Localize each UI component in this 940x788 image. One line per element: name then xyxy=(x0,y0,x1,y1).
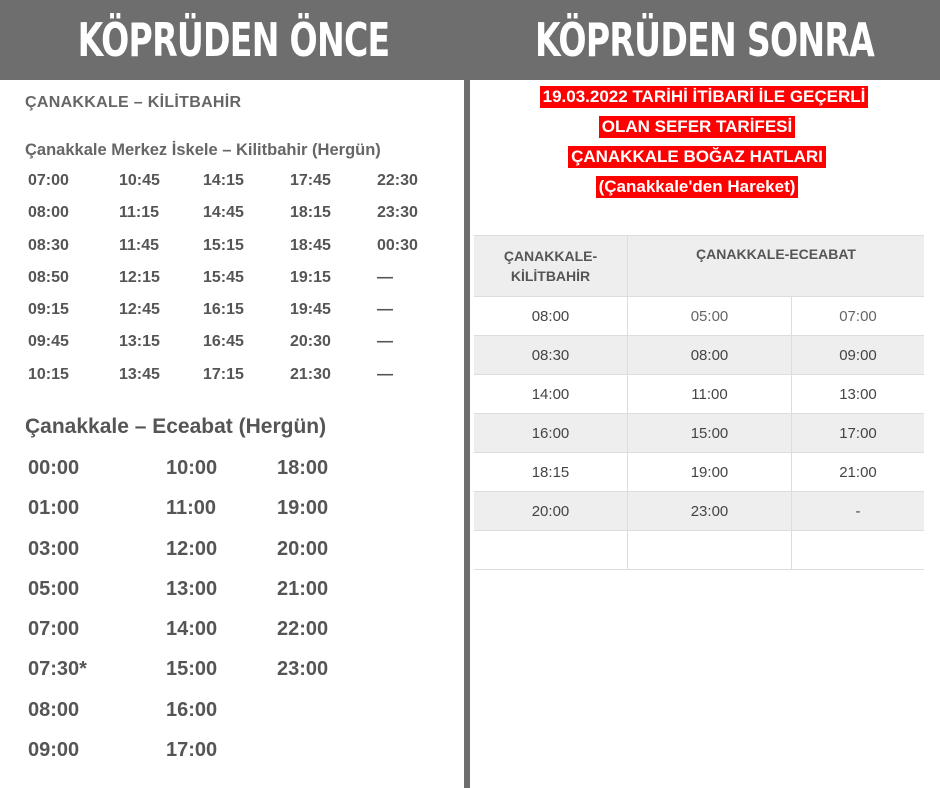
after-bridge-banner xyxy=(470,0,940,80)
table-row xyxy=(474,375,924,414)
notice-line: ÇANAKKALE BOĞAZ HATLARI xyxy=(568,146,826,168)
departure-time: — xyxy=(377,365,393,383)
header-eceabat: ÇANAKKALE-ECEABAT xyxy=(696,246,856,262)
departure-time: 18:00 xyxy=(277,457,329,479)
departure-time: 07:00 xyxy=(28,172,69,189)
notice-line: (Çanakkale'den Hareket) xyxy=(596,176,799,198)
departure-time: 10:45 xyxy=(119,172,160,189)
departure-time: 07:30* xyxy=(28,658,87,681)
departure-time: — xyxy=(377,333,393,351)
departure-time: 22:30 xyxy=(377,172,418,189)
departure-time: 14:00 xyxy=(166,618,218,641)
table-row xyxy=(474,414,924,453)
header-kilitbahir: ÇANAKKALE- KİLİTBAHİR xyxy=(474,236,628,296)
before-bridge-banner xyxy=(0,0,467,80)
departure-time: 00:00 xyxy=(28,457,80,479)
notice-line: 19.03.2022 TARİHİ İTİBARİ İLE GEÇERLİ xyxy=(540,86,869,108)
table-cell: 18:15 xyxy=(474,453,628,491)
departure-time: 08:30 xyxy=(28,236,69,254)
departure-time: 19:15 xyxy=(290,268,331,286)
departure-time: 20:30 xyxy=(290,333,331,351)
departure-time: 23:00 xyxy=(277,658,329,681)
table-cell: 08:00 xyxy=(474,297,628,335)
table-cell: 09:00 xyxy=(839,346,877,364)
departure-time: 17:15 xyxy=(203,365,244,383)
departure-time: 18:45 xyxy=(290,236,331,254)
departure-time: 08:00 xyxy=(28,698,80,721)
departure-time: 23:30 xyxy=(377,204,418,222)
departure-time: 17:00 xyxy=(166,739,218,762)
departure-time: 15:15 xyxy=(203,236,244,254)
departure-time: 18:15 xyxy=(290,204,331,222)
before-bridge-title: KÖPRÜDEN ÖNCE xyxy=(77,13,390,67)
departure-time: 13:00 xyxy=(166,577,218,600)
before-bridge-panel xyxy=(0,80,464,788)
table-cell: 17:00 xyxy=(839,424,877,442)
table-cell: 16:00 xyxy=(474,414,628,452)
departure-time: 10:00 xyxy=(166,457,218,479)
departure-time: 08:50 xyxy=(28,268,69,286)
table-row xyxy=(474,336,924,375)
departure-time: 05:00 xyxy=(28,577,80,600)
section-title: ÇANAKKALE – KİLİTBAHİR xyxy=(25,94,242,111)
table-cell: 20:00 xyxy=(474,492,628,530)
departure-time: 03:00 xyxy=(28,537,80,560)
departure-time: 14:45 xyxy=(203,204,244,222)
departure-time: — xyxy=(377,268,393,286)
departure-time: 08:00 xyxy=(28,204,69,222)
table-row xyxy=(474,492,924,531)
departure-time: 22:00 xyxy=(277,618,329,641)
departure-time: 10:15 xyxy=(28,365,69,383)
departure-time: 15:45 xyxy=(203,268,244,286)
table-cell: 13:00 xyxy=(839,385,877,403)
departure-time: 14:15 xyxy=(203,172,244,189)
departure-time: 16:45 xyxy=(203,333,244,351)
notice-line: OLAN SEFER TARİFESİ xyxy=(599,116,795,138)
table-row xyxy=(474,531,924,570)
table-body xyxy=(474,297,924,570)
departure-time: 12:00 xyxy=(166,537,218,560)
table-cell: 11:00 xyxy=(628,375,792,413)
departure-time: 11:45 xyxy=(119,236,160,254)
after-bridge-title: KÖPRÜDEN SONRA xyxy=(535,13,875,67)
table-cell: 08:00 xyxy=(628,336,792,374)
tariff-table xyxy=(474,235,924,570)
departure-time: 21:30 xyxy=(290,365,331,383)
departure-time: — xyxy=(377,301,393,319)
table-cell xyxy=(628,531,792,569)
departure-time: 09:00 xyxy=(28,739,80,762)
departure-time: 20:00 xyxy=(277,537,329,560)
table-cell: 14:00 xyxy=(474,375,628,413)
table-cell: 07:00 xyxy=(839,307,877,325)
table-cell: 21:00 xyxy=(839,463,877,481)
departure-time: 17:45 xyxy=(290,172,331,189)
table-cell: 15:00 xyxy=(628,414,792,452)
departure-time: 09:45 xyxy=(28,333,69,351)
departure-time: 00:30 xyxy=(377,236,418,254)
kilitbahir-schedule-title: Çanakkale Merkez İskele – Kilitbahir (Hergün) xyxy=(25,141,381,159)
table-cell: 05:00 xyxy=(628,297,792,335)
departure-time: 12:45 xyxy=(119,301,160,319)
departure-time: 15:00 xyxy=(166,658,218,681)
departure-time: 01:00 xyxy=(28,497,80,520)
departure-time: 16:15 xyxy=(203,301,244,319)
departure-time: 19:45 xyxy=(290,301,331,319)
table-cell xyxy=(792,531,924,569)
table-cell: 19:00 xyxy=(628,453,792,491)
after-bridge-panel xyxy=(470,80,940,788)
table-cell xyxy=(474,531,628,569)
table-cell: 08:30 xyxy=(474,336,628,374)
departure-time: 11:00 xyxy=(166,497,217,520)
departure-time: 11:15 xyxy=(119,204,160,222)
departure-time: 13:15 xyxy=(119,333,160,351)
departure-time: 12:15 xyxy=(119,268,160,286)
departure-time: 13:45 xyxy=(119,365,160,383)
tariff-notice xyxy=(470,86,924,206)
departure-time: 21:00 xyxy=(277,577,329,600)
departure-time: 19:00 xyxy=(277,497,329,520)
table-header xyxy=(474,235,924,297)
departure-time: 16:00 xyxy=(166,698,218,721)
departure-time: 09:15 xyxy=(28,301,69,319)
table-row xyxy=(474,297,924,336)
table-cell: 23:00 xyxy=(628,492,792,530)
table-row xyxy=(474,453,924,492)
eceabat-schedule-title: Çanakkale – Eceabat (Hergün) xyxy=(25,415,327,438)
table-cell: - xyxy=(855,502,861,520)
departure-time: 07:00 xyxy=(28,618,80,641)
